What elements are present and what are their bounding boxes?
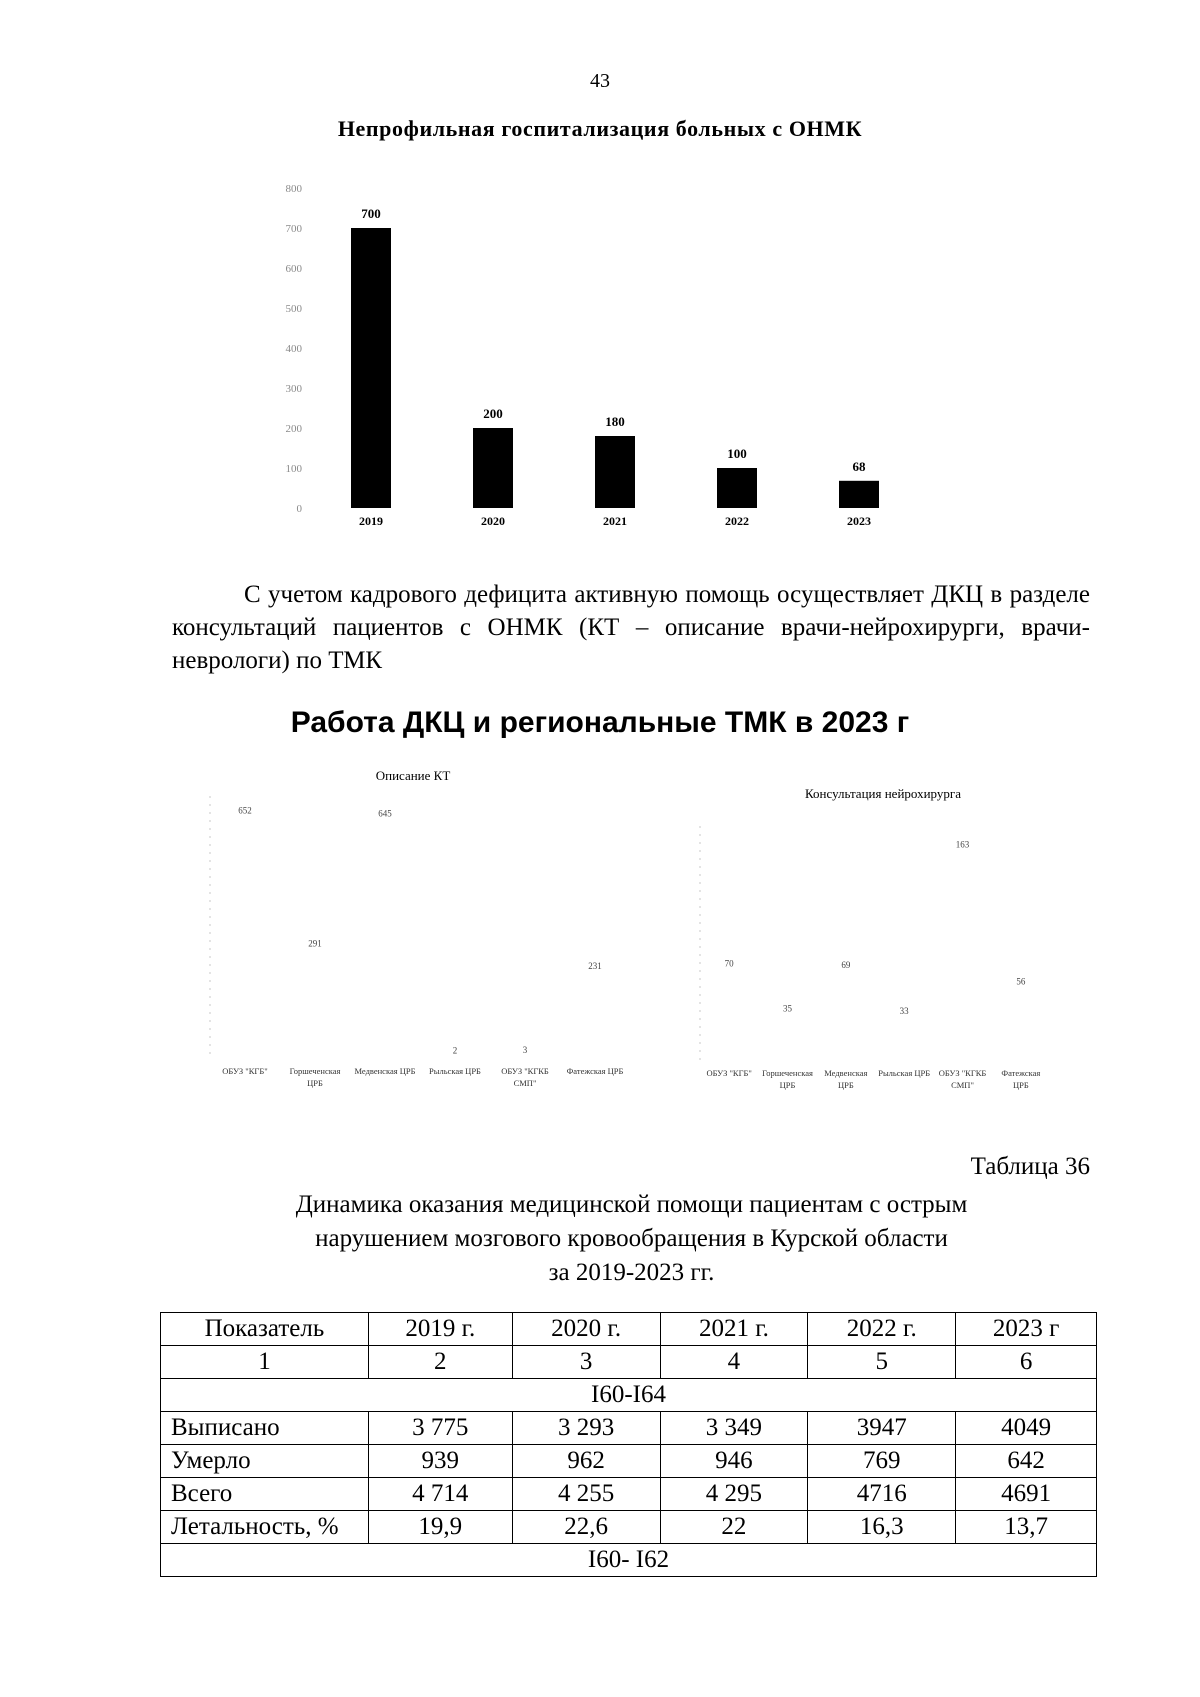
header-cell: Показатель <box>161 1313 369 1346</box>
bar-value-label: 645 <box>378 808 392 819</box>
x-tick-label: Фатежская <box>1001 1068 1041 1078</box>
table-cell: 16,3 <box>808 1511 956 1544</box>
table-cell: 3 293 <box>512 1412 660 1445</box>
y-tick-label: 600 <box>285 263 302 275</box>
bar <box>948 854 978 1062</box>
column-number-cell: 3 <box>512 1346 660 1379</box>
bar <box>351 228 391 508</box>
header-cell: 2022 г. <box>808 1313 956 1346</box>
x-tick-label: ОБУЗ "КГБ" <box>706 1068 752 1078</box>
bar-value-label: 70 <box>724 958 734 969</box>
table-cell: 4 714 <box>368 1478 512 1511</box>
header-cell: 2023 г <box>956 1313 1097 1346</box>
bar <box>300 953 330 1060</box>
bar-value-label: 652 <box>238 805 252 816</box>
bar-value-label: 200 <box>483 406 503 421</box>
bar-value-label: 3 <box>522 1044 528 1055</box>
row-label: Умерло <box>161 1445 369 1478</box>
table-cell: 4716 <box>808 1478 956 1511</box>
bar <box>773 1017 803 1062</box>
bar-value-label: 68 <box>852 458 866 474</box>
bar-value-label: 180 <box>605 414 625 429</box>
header-cell: 2020 г. <box>512 1313 660 1346</box>
x-tick-label: СМП" <box>513 1078 537 1088</box>
table-cell: 939 <box>368 1445 512 1478</box>
x-tick-label: Рыльская ЦРБ <box>878 1068 931 1078</box>
table-section-row <box>161 1544 1097 1577</box>
bar-value-label: 56 <box>1016 976 1026 987</box>
x-tick-label: ЦРБ <box>837 1080 854 1090</box>
table-caption-line: нарушением мозгового кровообращения в Курской области <box>315 1225 948 1252</box>
chart-title: Консультация нейрохирурга <box>805 786 961 801</box>
bar <box>370 822 400 1060</box>
table-cell: 962 <box>512 1445 660 1478</box>
table-header-row <box>161 1313 1097 1346</box>
y-tick-label: 100 <box>285 463 302 475</box>
bar-value-label: 231 <box>588 960 602 971</box>
x-tick-label: Медвенская ЦРБ <box>354 1066 416 1076</box>
row-label: Летальность, % <box>161 1511 369 1544</box>
stroke-dynamics-table <box>160 1312 1097 1577</box>
column-number-cell: 6 <box>956 1346 1097 1379</box>
x-tick-label: ЦРБ <box>1012 1080 1029 1090</box>
section-cell: I60-I64 <box>161 1379 1097 1412</box>
table-cell: 3 775 <box>368 1412 512 1445</box>
paragraph-text: С учетом кадрового дефицита активную помощь осуществляет ДКЦ в разделе консультаций пациентов с ОНМК (КТ – описание врачи-нейрохирурги, врачи-неврологи) по ТМК <box>172 581 1090 674</box>
table-cell: 4 295 <box>660 1478 808 1511</box>
table-cell: 642 <box>956 1445 1097 1478</box>
column-number-row <box>161 1346 1097 1379</box>
chart-title: Непрофильная госпитализация больных с ОНМК <box>337 116 863 141</box>
table-number: Таблица 36 <box>970 1153 1090 1180</box>
bar-value-label: 69 <box>841 959 851 970</box>
table-row <box>161 1511 1097 1544</box>
x-tick-label: ОБУЗ "КГБ" <box>222 1066 268 1076</box>
bar <box>839 481 879 508</box>
bar <box>230 820 260 1060</box>
x-tick-label: 2019 <box>359 514 383 528</box>
bar <box>595 436 635 508</box>
table-cell: 3947 <box>808 1412 956 1445</box>
header-cell: 2019 г. <box>368 1313 512 1346</box>
hospitalization-bar-chart <box>0 0 1200 560</box>
table-cell: 22,6 <box>512 1511 660 1544</box>
tmk-charts <box>0 760 1200 1100</box>
section-cell: I60- I62 <box>161 1544 1097 1577</box>
table-cell: 3 349 <box>660 1412 808 1445</box>
bar <box>580 975 610 1060</box>
x-tick-label: Медвенская <box>824 1068 868 1078</box>
table-row <box>161 1412 1097 1445</box>
x-tick-label: СМП" <box>951 1080 974 1090</box>
bar <box>510 1059 540 1060</box>
table-cell: 4049 <box>956 1412 1097 1445</box>
y-tick-label: 500 <box>285 303 302 315</box>
x-tick-label: 2022 <box>725 514 749 528</box>
y-tick-label: 0 <box>296 503 302 515</box>
chart-title: Описание КТ <box>375 768 451 783</box>
x-tick-label: ЦРБ <box>307 1078 323 1088</box>
row-label: Всего <box>161 1478 369 1511</box>
bar-value-label: 2 <box>452 1045 458 1056</box>
x-tick-label: Рыльская ЦРБ <box>429 1066 481 1076</box>
column-number-cell: 2 <box>368 1346 512 1379</box>
y-tick-label: 200 <box>285 423 302 435</box>
bar <box>831 974 861 1062</box>
section-heading: Работа ДКЦ и региональные ТМК в 2023 г <box>290 706 910 739</box>
bar <box>1006 990 1036 1062</box>
table-row <box>161 1478 1097 1511</box>
bar-value-label: 700 <box>361 206 381 221</box>
bar <box>473 428 513 508</box>
table-cell: 22 <box>660 1511 808 1544</box>
bar-value-label: 100 <box>727 446 747 461</box>
x-tick-label: ОБУЗ "КГКБ <box>501 1066 549 1076</box>
bar <box>717 468 757 508</box>
x-tick-label: ОБУЗ "КГКБ <box>938 1068 987 1078</box>
x-tick-label: Горшеченская <box>762 1068 813 1078</box>
table-row <box>161 1445 1097 1478</box>
bar-value-label: 291 <box>308 938 322 949</box>
body-paragraph <box>172 578 1090 677</box>
table-cell: 13,7 <box>956 1511 1097 1544</box>
bar-value-label: 33 <box>899 1005 909 1016</box>
column-number-cell: 4 <box>660 1346 808 1379</box>
y-tick-label: 300 <box>285 383 302 395</box>
x-tick-label: 2020 <box>481 514 505 528</box>
table-cell: 769 <box>808 1445 956 1478</box>
table-caption-line: Динамика оказания медицинской помощи пациентам с острым <box>295 1191 968 1218</box>
table-caption-line: за 2019-2023 гг. <box>548 1259 715 1286</box>
x-tick-label: Горшеченская <box>289 1066 341 1076</box>
x-tick-label: ЦРБ <box>779 1080 796 1090</box>
x-tick-label: Фатежская ЦРБ <box>566 1066 624 1076</box>
y-tick-label: 800 <box>285 183 302 195</box>
table-cell: 4 255 <box>512 1478 660 1511</box>
bar-value-label: 163 <box>955 839 970 850</box>
table-cell: 4691 <box>956 1478 1097 1511</box>
bar <box>889 1020 919 1062</box>
header-cell: 2021 г. <box>660 1313 808 1346</box>
table-cell: 946 <box>660 1445 808 1478</box>
table-section-row <box>161 1379 1097 1412</box>
column-number-cell: 5 <box>808 1346 956 1379</box>
bar-value-label: 35 <box>783 1003 792 1014</box>
x-tick-label: 2021 <box>603 514 627 528</box>
y-tick-label: 400 <box>285 343 302 355</box>
table-cell: 19,9 <box>368 1511 512 1544</box>
column-number-cell: 1 <box>161 1346 369 1379</box>
bar <box>440 1059 470 1060</box>
table-caption <box>0 1188 1200 1290</box>
page-number: 43 <box>590 70 610 92</box>
row-label: Выписано <box>161 1412 369 1445</box>
y-tick-label: 700 <box>285 223 302 235</box>
x-tick-label: 2023 <box>847 514 871 528</box>
bar <box>714 973 744 1062</box>
